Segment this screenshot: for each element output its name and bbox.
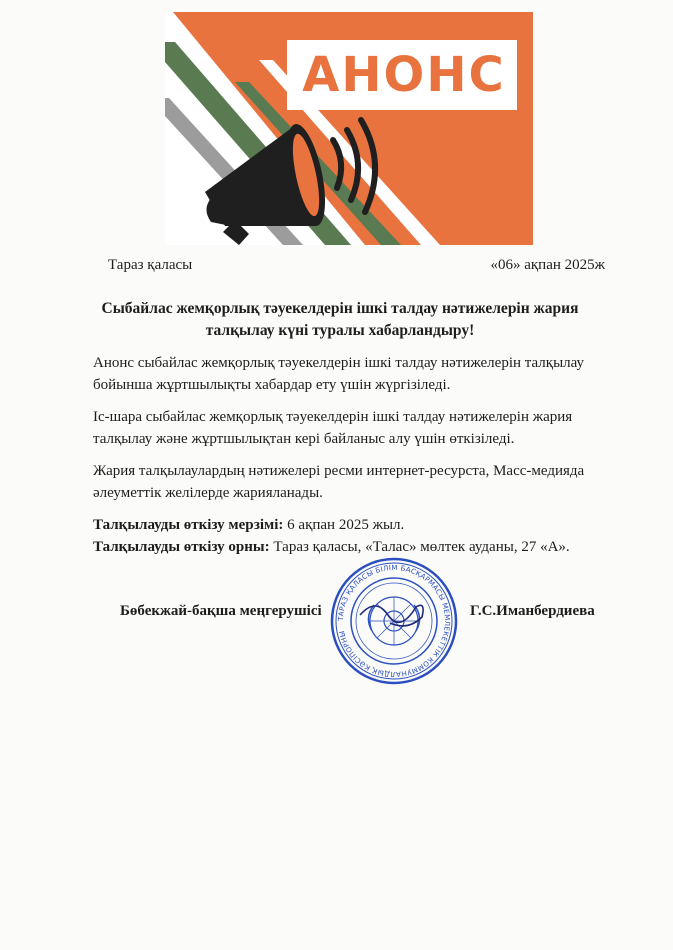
announcement-banner	[165, 12, 533, 245]
stamp-graphic	[330, 557, 458, 685]
paragraph-1: Анонс сыбайлас жемқорлық тәуекелдерін ішкі талдау нәтижелерін талқылау бойынша жұртшылықты хабардар ету үшін жүргізіледі.	[93, 355, 585, 393]
place-label: Талқылауды өткізу орны:	[93, 539, 270, 555]
deadline-value: 6 ақпан 2025 жыл.	[283, 517, 405, 533]
signatory-name: Г.С.Иманбердиева	[470, 603, 595, 619]
svg-text:ТАРАЗ ҚАЛАСЫ БІЛІМ БАСҚАРМАСЫ: ТАРАЗ ҚАЛАСЫ БІЛІМ БАСҚАРМАСЫ МЕМЛЕКЕТТІК КОММУНАЛДЫҚ КӘСІПОРНЫ	[336, 563, 452, 679]
document-date: «06» ақпан 2025ж	[490, 257, 605, 273]
signatory-position: Бөбекжай-бақша меңгерушісі	[120, 603, 322, 619]
deadline-line	[93, 514, 404, 536]
document-title: Сыбайлас жемқорлық тәуекелдерін ішкі талдау нәтижелерін жария талқылау күні туралы хабарландыру!	[101, 300, 579, 339]
banner-title: АНОНС	[302, 47, 506, 103]
deadline-label: Талқылауды өткізу мерзімі:	[93, 517, 284, 533]
place-value: Тараз қаласы, «Талас» мөлтек ауданы, 27 «А».	[269, 539, 570, 555]
city-label: Тараз қаласы	[108, 257, 193, 273]
official-stamp	[330, 557, 458, 685]
place-line	[93, 536, 570, 558]
paragraph-2: Іс-шара сыбайлас жемқорлық тәуекелдерін ішкі талдау нәтижелерін жария талқылау және жұртшылықтан кері байланыс алу үшін өткізіледі.	[93, 409, 573, 447]
paragraph-3: Жария талқылаулардың нәтижелері ресми интернет-ресурста, Масс-медияда әлеуметтік желілерде жарияланады.	[93, 463, 585, 501]
